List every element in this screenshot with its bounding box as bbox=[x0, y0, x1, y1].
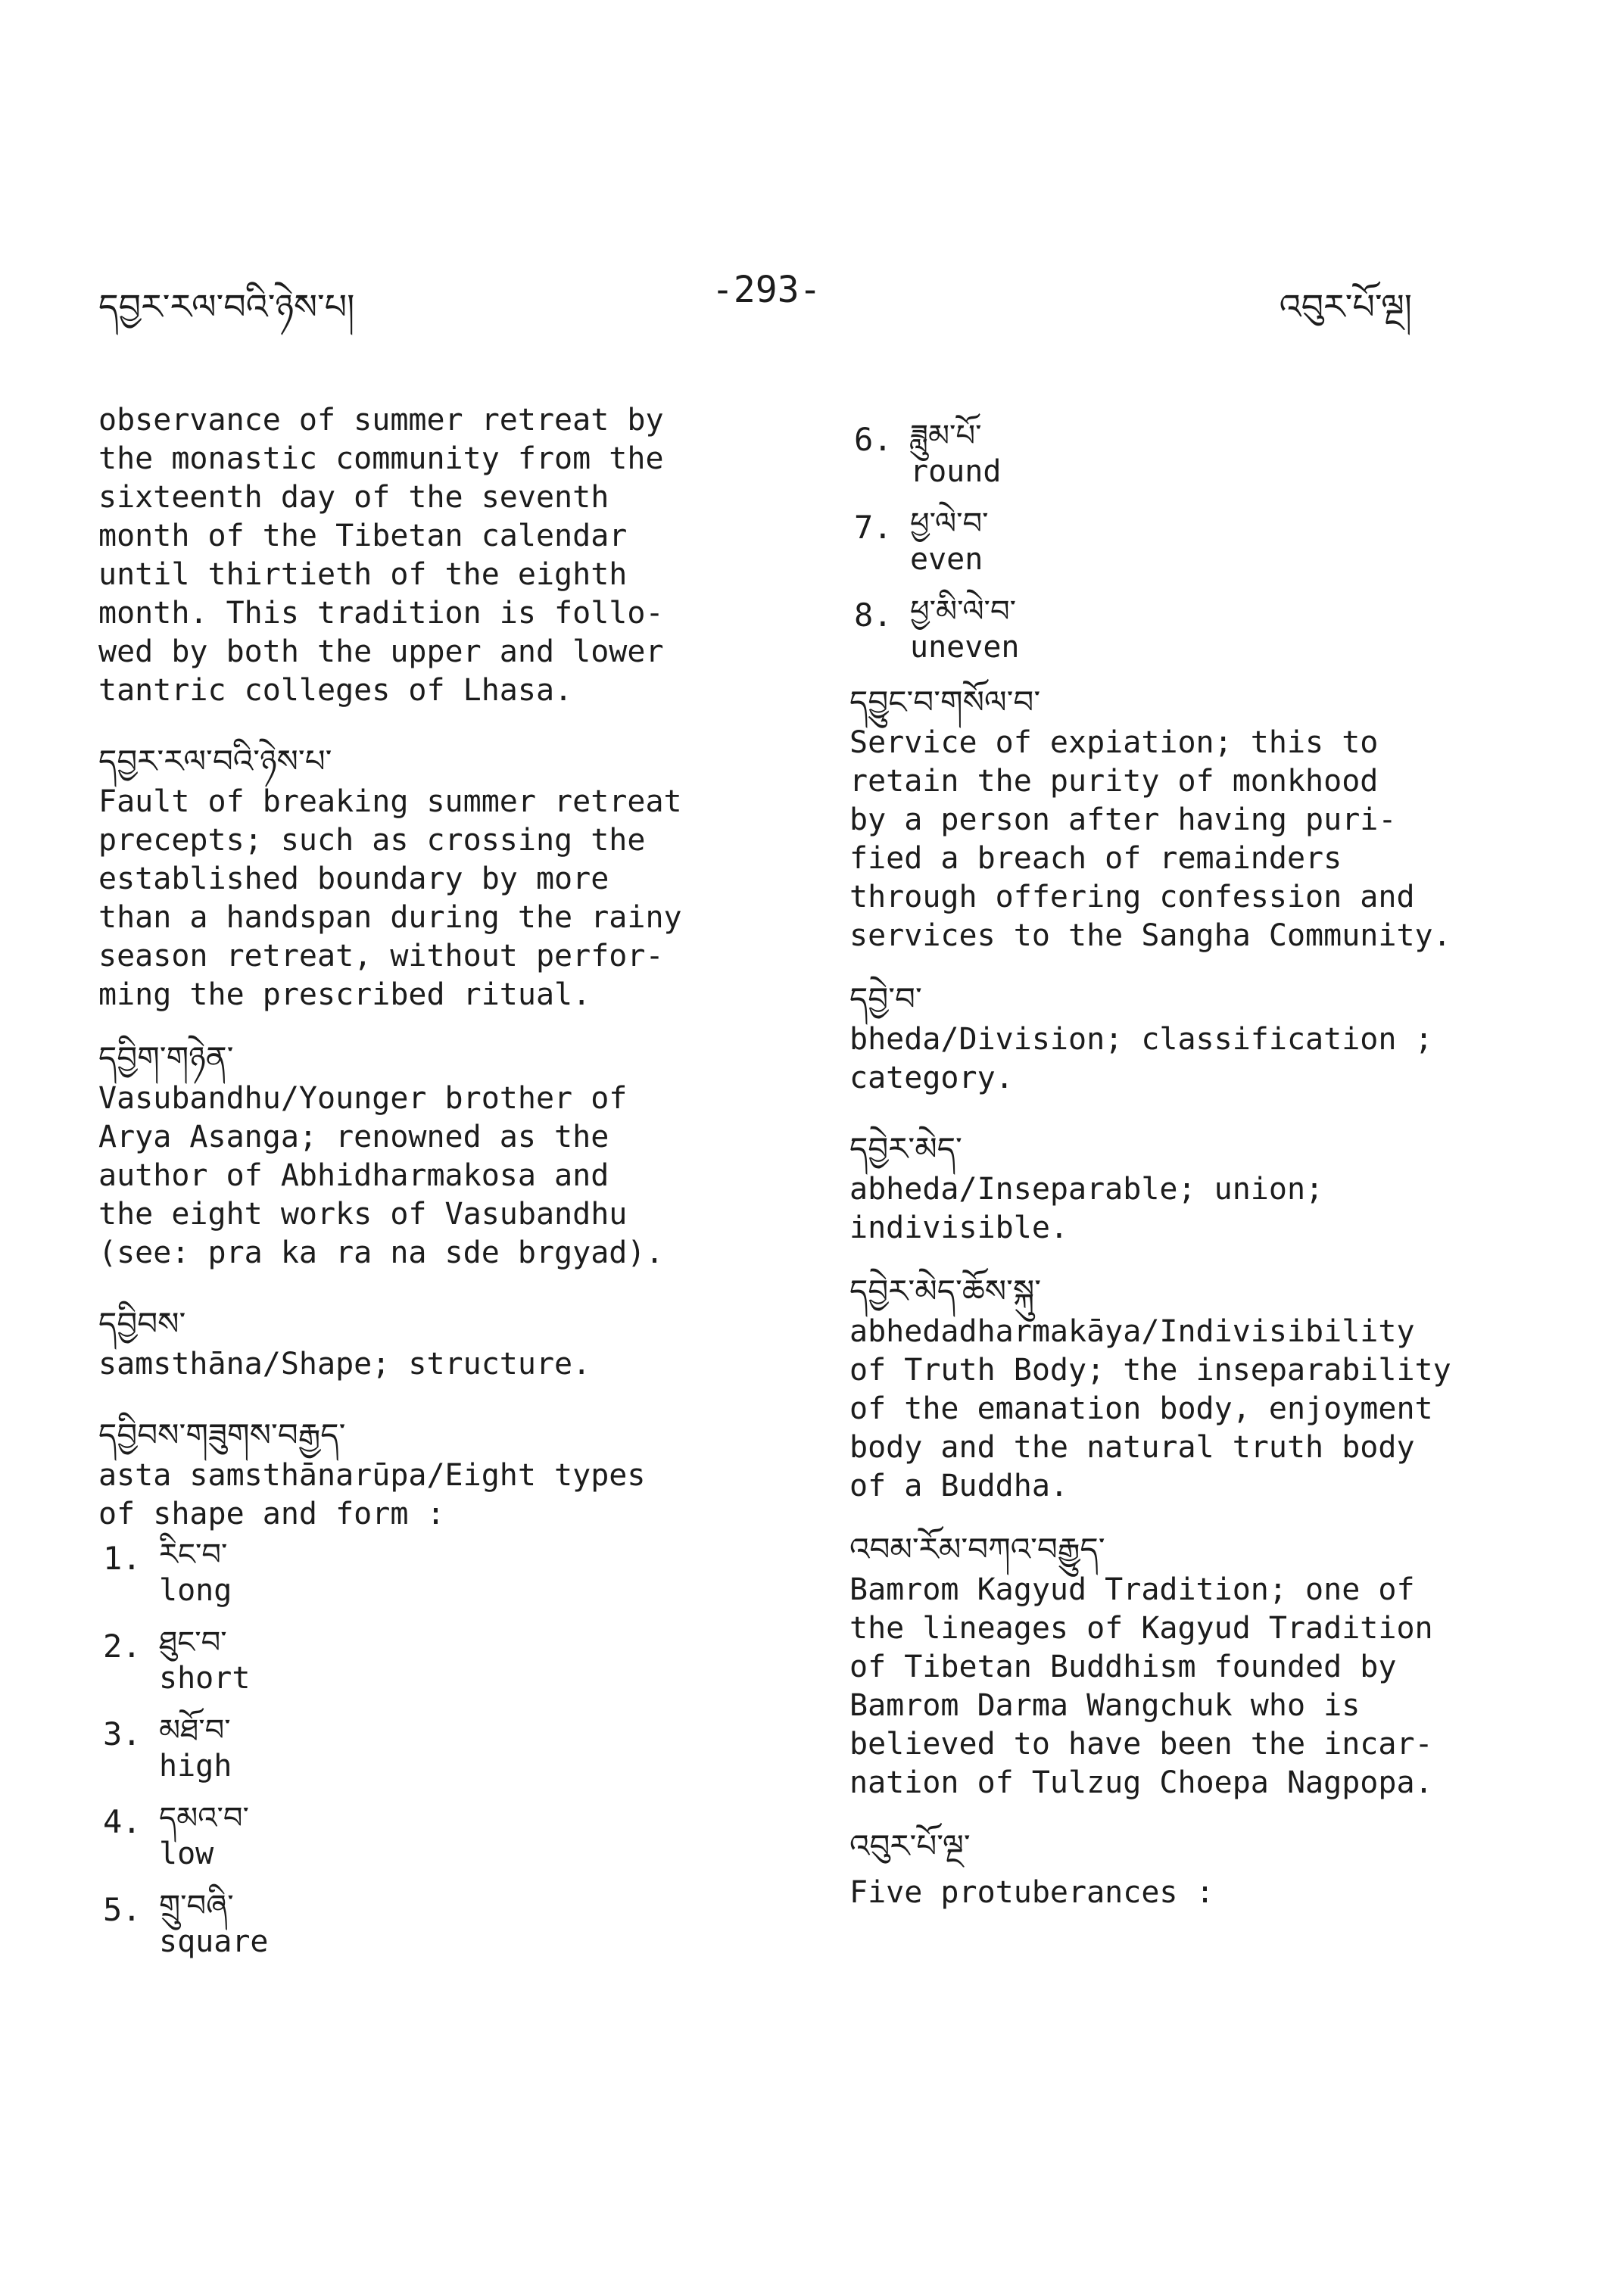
page-number: -293- bbox=[712, 269, 821, 311]
list-tibetan: ཟླུམ་པོ་ bbox=[910, 419, 982, 453]
list-number: 3. bbox=[103, 1715, 142, 1752]
list-tibetan: རིང་བ་ bbox=[159, 1537, 228, 1572]
list-item bbox=[98, 1712, 765, 1784]
list-number: 1. bbox=[103, 1540, 142, 1577]
list-tibetan: ཕྱ་ལེ་བ་ bbox=[910, 506, 989, 541]
dictionary-entry bbox=[849, 681, 1516, 955]
entry-term: དབྱེར་མེད་ bbox=[849, 1130, 962, 1167]
list-item bbox=[849, 418, 1516, 489]
list-number: 2. bbox=[103, 1628, 142, 1665]
list-english: long bbox=[159, 1573, 232, 1608]
dictionary-entry bbox=[98, 1303, 765, 1384]
list-tibetan: གྲུ་བཞི་ bbox=[159, 1889, 234, 1924]
list-number: 5. bbox=[103, 1891, 142, 1928]
list-english: round bbox=[910, 454, 1002, 489]
dictionary-entry bbox=[849, 978, 1516, 1098]
entry-definition: Service of expiation; this to retain the purity of monkhood by a person after having puri- fied a breach of remainders through offering confession and services to the Sangha Community. bbox=[849, 725, 1451, 953]
entry-definition: Bamrom Kagyud Tradition; one of the lineages of Kagyud Tradition of Tibetan Buddhism founded by Bamrom Darma Wangchuk who is believed to have been the incar- nation of Tulzug Choepa Nagpopa. bbox=[849, 1572, 1433, 1800]
dictionary-entry bbox=[98, 740, 765, 1014]
list-tibetan: མཐོ་བ་ bbox=[159, 1713, 231, 1748]
list-number: 4. bbox=[103, 1803, 142, 1840]
list-tibetan: ཕྱ་མི་ལེ་བ་ bbox=[910, 594, 1016, 629]
dictionary-entry bbox=[849, 1270, 1516, 1506]
left-column bbox=[98, 401, 765, 1976]
list-tibetan: དམའ་བ་ bbox=[159, 1801, 249, 1836]
right-column bbox=[849, 401, 1516, 1912]
entry-term: དབྱིག་གཉེན་ bbox=[98, 1039, 234, 1076]
list-item bbox=[98, 1537, 765, 1608]
entry-definition: bheda/Division; classification ; category. bbox=[849, 1022, 1433, 1095]
entry-definition: abheda/Inseparable; union; indivisible. bbox=[849, 1172, 1324, 1245]
list-english: high bbox=[159, 1749, 232, 1784]
entry-definition: Vasubandhu/Younger brother of Arya Asanga; renowned as the author of Abhidharmakosa and the eight works of Vasubandhu (see: pra ka ra na sde brgyad). bbox=[98, 1081, 664, 1270]
continued-definition: observance of summer retreat by the monastic community from the sixteenth day of the seventh month of the Tibetan calendar until thirtieth of the eighth month. This tradition is follo- wed by both the upper and lower tantric colleges of Lhasa. bbox=[98, 403, 664, 708]
entry-term: འབུར་པོ་ལྔ་ bbox=[849, 1827, 971, 1865]
list-item bbox=[98, 1800, 765, 1871]
list-english: short bbox=[159, 1661, 251, 1696]
list-english: low bbox=[159, 1837, 214, 1871]
list-item bbox=[849, 594, 1516, 665]
list-number: 6. bbox=[854, 421, 893, 458]
entry-definition: asta samsthānarūpa/Eight types of shape and form : bbox=[98, 1458, 646, 1531]
list-item bbox=[849, 506, 1516, 577]
entry-term: དབྱིབས་གཟུགས་བརྒྱད་ bbox=[98, 1416, 346, 1453]
running-header-left: དབྱར་རལ་བའི་ཉེས་པ། bbox=[98, 286, 355, 327]
entry-definition: abhedadharmakāya/Indivisibility of Truth Body; the inseparability of the emanation body, enjoyment body and the natural truth body of a Buddha. bbox=[849, 1314, 1451, 1503]
list-item bbox=[98, 1625, 765, 1696]
running-header-right: འབུར་པོ་ལྔ། bbox=[1279, 286, 1412, 327]
list-number: 7. bbox=[854, 509, 893, 546]
entry-definition: samsthāna/Shape; structure. bbox=[98, 1347, 591, 1382]
dictionary-entry bbox=[849, 1825, 1516, 1912]
dictionary-entry bbox=[849, 1128, 1516, 1248]
shape-list-continued bbox=[849, 418, 1516, 665]
list-english: square bbox=[159, 1924, 269, 1959]
entry-term: དབྱར་རལ་བའི་ཉེས་པ་ bbox=[98, 743, 332, 780]
entry-term: འབམ་རོམ་བཀའ་བརྒྱུད་ bbox=[849, 1531, 1105, 1568]
list-english: even bbox=[910, 542, 983, 577]
entry-term: དབྱེ་བ་ bbox=[849, 980, 922, 1017]
list-tibetan: ཐུང་བ་ bbox=[159, 1625, 227, 1660]
dictionary-entry bbox=[98, 1037, 765, 1273]
list-item bbox=[98, 1888, 765, 1959]
dictionary-entry bbox=[98, 1414, 765, 1534]
shape-list bbox=[98, 1537, 765, 1959]
entry-term: དབྱིབས་ bbox=[98, 1305, 186, 1342]
list-english: uneven bbox=[910, 630, 1020, 665]
entry-term: དབྱེར་མེད་ཆོས་སྐུ་ bbox=[849, 1273, 1042, 1310]
entry-definition: Five protuberances : bbox=[849, 1875, 1214, 1910]
entry-definition: Fault of breaking summer retreat precepts; such as crossing the established boundary by more than a handspan during the rainy season retreat, without perfor- ming the prescribed ritual. bbox=[98, 784, 682, 1012]
dictionary-entry bbox=[849, 1528, 1516, 1802]
list-number: 8. bbox=[854, 597, 893, 634]
entry-term: དབྱུང་བ་གསོལ་བ་ bbox=[849, 684, 1041, 721]
